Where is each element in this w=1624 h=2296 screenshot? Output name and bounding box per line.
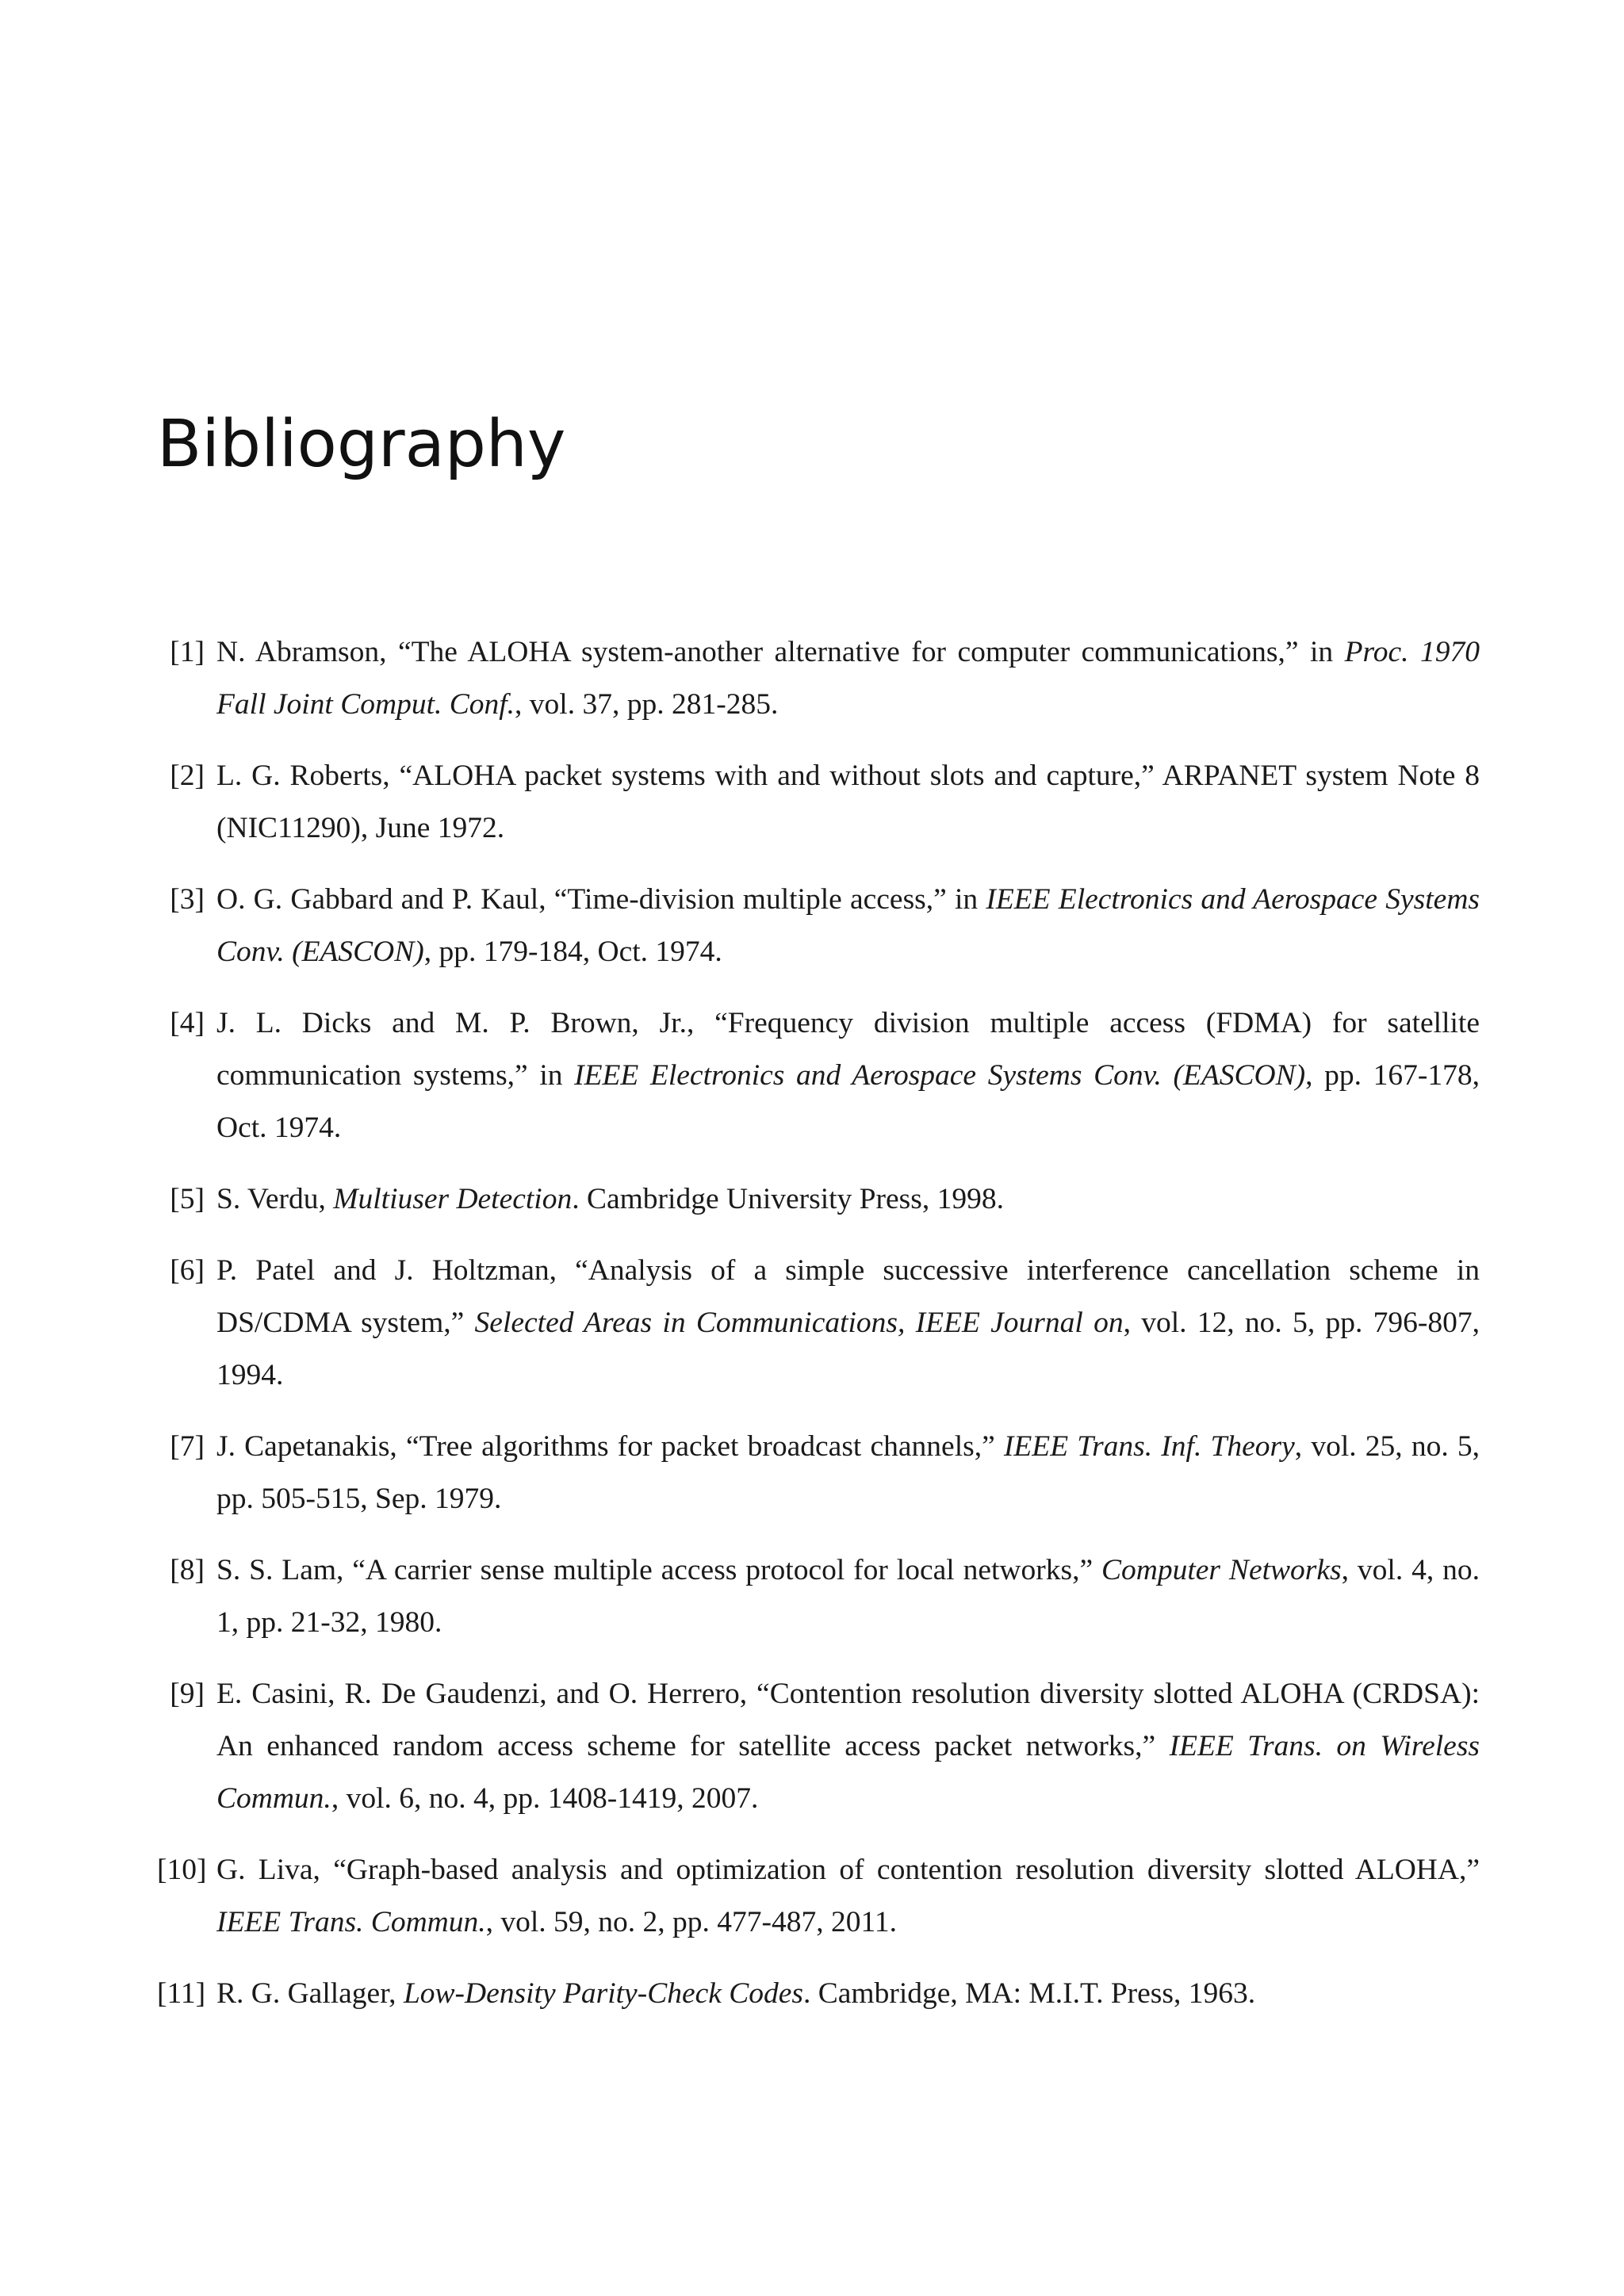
bib-entry-text: R. G. Gallager, <box>216 1977 404 2010</box>
bib-entry-venue: IEEE Trans. Inf. Theory <box>1003 1430 1295 1463</box>
bib-entry-text: , vol. 59, no. 2, pp. 477-487, 2011. <box>485 1906 897 1938</box>
bib-entry-venue: Low-Density Parity-Check Codes <box>403 1977 804 2010</box>
bib-entry-text: , vol. 25, no. 5, pp. 505-515, Sep. 1979. <box>216 1430 1480 1515</box>
bib-entry <box>157 1544 1480 1649</box>
bib-entry-text: L. G. Roberts, “ALOHA packet systems with and without slots and capture,” ARPANET system Note 8 (NIC11290), June 1972. <box>216 760 1480 844</box>
bib-entry-label: [7] <box>170 1430 205 1463</box>
bib-entry-venue: Computer Networks <box>1101 1554 1342 1586</box>
bib-entry <box>157 1668 1480 1825</box>
bib-entry-text: , vol. 6, no. 4, pp. 1408-1419, 2007. <box>331 1782 759 1815</box>
bib-entry-text: G. Liva, “Graph-based analysis and optimization of contention resolution diversity slotted ALOHA,” <box>216 1854 1480 1886</box>
bib-entry-text: S. Verdu, <box>216 1183 334 1215</box>
bib-entry <box>157 626 1480 731</box>
bib-entry-label: [6] <box>170 1254 205 1287</box>
bib-entry-venue: IEEE Trans. on Wireless Commun. <box>216 1730 1480 1815</box>
bib-entry-text: N. Abramson, “The ALOHA system-another alternative for computer communications,” in <box>216 636 1345 668</box>
bibliography-list <box>157 626 1480 2020</box>
bib-entry-text: , pp. 167-178, Oct. 1974. <box>216 1059 1480 1144</box>
bib-entry-text: , vol. 4, no. 1, pp. 21-32, 1980. <box>216 1554 1480 1639</box>
bib-entry-venue: IEEE Trans. Commun. <box>216 1906 486 1938</box>
bib-entry-text: , vol. 37, pp. 281-285. <box>515 688 779 721</box>
bib-entry-venue: Multiuser Detection <box>333 1183 573 1215</box>
bib-entry-text: E. Casini, R. De Gaudenzi, and O. Herrero, “Contention resolution diversity slotted ALOHA (CRDSA): An enhanced random access scheme for satellite access packet networks,” <box>216 1678 1480 1762</box>
bib-entry-label: [1] <box>170 636 205 668</box>
bib-entry-text: . Cambridge, MA: M.I.T. Press, 1963. <box>803 1977 1256 2010</box>
bib-entry-venue: Proc. 1970 Fall Joint Comput. Conf. <box>216 636 1480 721</box>
bib-entry <box>157 1844 1480 1949</box>
bib-entry <box>157 874 1480 978</box>
bib-entry-label: [5] <box>170 1183 205 1215</box>
bib-entry-label: [10] <box>157 1854 207 1886</box>
bib-entry-text: P. Patel and J. Holtzman, “Analysis of a simple successive interference cancellation scheme in DS/CDMA system,” <box>216 1254 1480 1339</box>
bib-entry-text: , vol. 12, no. 5, pp. 796-807, 1994. <box>216 1307 1480 1391</box>
bib-entry <box>157 1421 1480 1525</box>
page-title: Bibliography <box>157 407 566 482</box>
bib-entry-label: [9] <box>170 1678 205 1710</box>
bib-entry-text: . Cambridge University Press, 1998. <box>572 1183 1004 1215</box>
bib-entry-text: J. L. Dicks and M. P. Brown, Jr., “Frequency division multiple access (FDMA) for satellite communication systems,” in <box>216 1007 1480 1092</box>
bib-entry <box>157 997 1480 1154</box>
bib-entry-venue: IEEE Electronics and Aerospace Systems Conv. (EASCON) <box>216 883 1480 968</box>
bib-entry-text: O. G. Gabbard and P. Kaul, “Time-division multiple access,” in <box>216 883 986 916</box>
bib-entry <box>157 1173 1480 1226</box>
bib-entry-text: S. S. Lam, “A carrier sense multiple access protocol for local networks,” <box>216 1554 1102 1586</box>
bib-entry <box>157 750 1480 855</box>
bib-entry-label: [4] <box>170 1007 205 1039</box>
bib-entry-label: [3] <box>170 883 205 916</box>
bib-entry-venue: IEEE Electronics and Aerospace Systems Conv. (EASCON) <box>574 1059 1306 1092</box>
bib-entry-text: , pp. 179-184, Oct. 1974. <box>423 936 722 968</box>
bib-entry <box>157 1245 1480 1402</box>
bib-entry-venue: Selected Areas in Communications, IEEE Journal on <box>474 1307 1124 1339</box>
bib-entry <box>157 1968 1480 2020</box>
bib-entry-label: [2] <box>170 760 205 792</box>
bib-entry-label: [8] <box>170 1554 205 1586</box>
bib-entry-label: [11] <box>157 1977 206 2010</box>
bib-entry-text: J. Capetanakis, “Tree algorithms for packet broadcast channels,” <box>216 1430 1004 1463</box>
